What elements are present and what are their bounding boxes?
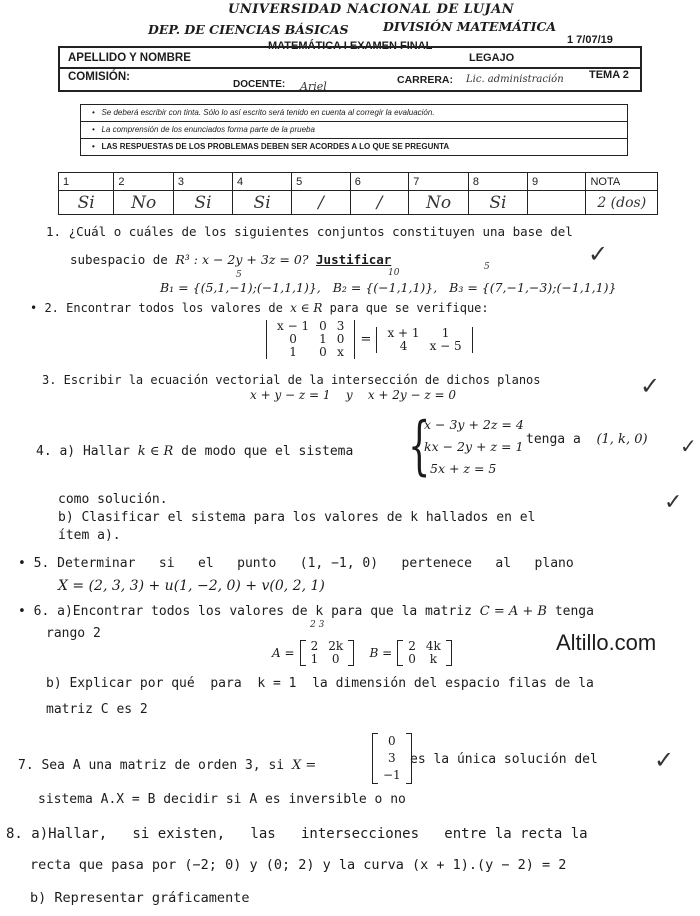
- instruction-1: • Se deberá escribir con tinta. Sólo lo así escrito será tenido en cuenta al corregir la evaluación.: [92, 108, 435, 117]
- form-divider: [58, 67, 640, 69]
- problem-6-matrices: [272, 640, 452, 666]
- problem-4-line-1: [36, 444, 353, 459]
- problem-7-line-2: sistema A.X = B decidir si A es inversible o no: [38, 792, 406, 807]
- problem-8-line-1: 8. a)Hallar, si existen, las intersecciones entre la recta la: [6, 826, 588, 842]
- matrix-cell: 4k: [425, 639, 441, 653]
- grade-answer-cell: Si: [59, 191, 114, 215]
- problem-4-intro: 4. a) Hallar: [36, 444, 130, 459]
- check-mark-icon: ✓: [654, 746, 675, 774]
- grade-header-cell: 9: [527, 173, 586, 191]
- problem-4-line-4: ítem a).: [58, 528, 121, 543]
- matrix-cell: 0: [331, 652, 340, 666]
- tema-label: TEMA 2: [589, 69, 629, 81]
- vector-cell: 3: [388, 751, 396, 765]
- problem-7-line-1-end: es la única solución del: [410, 752, 598, 767]
- problem-4-system: [424, 414, 524, 480]
- matrix-b-label: B =: [369, 646, 393, 660]
- grade-answer-cell: 2 (dos): [586, 191, 658, 215]
- problem-1-base-b2: B₂ = {(−1,1,1)},: [332, 280, 438, 295]
- det-cell: x: [337, 345, 344, 359]
- problem-6-matrix-c: C = A + B: [479, 604, 547, 619]
- matrix-cell: 1: [310, 652, 319, 666]
- instructions-divider: [80, 138, 628, 139]
- problem-1-note-b3: 5: [484, 262, 490, 272]
- problem-2-domain: x ∈ R: [290, 301, 323, 315]
- matrix-cell: 2: [310, 639, 319, 653]
- problem-3-planes: x + y − z = 1 y x + 2y − z = 0: [250, 388, 457, 402]
- problem-1-subspace-label: subespacio de: [70, 252, 168, 267]
- exam-title: MATEMÁTICA I EXAMEN FINAL: [268, 40, 433, 52]
- instruction-2-text: La comprensión de los enunciados forma parte de la prueba: [101, 125, 315, 134]
- det-cell: x + 1: [387, 325, 420, 340]
- problem-7-x-label: X =: [291, 758, 317, 773]
- problem-6-line-4: matriz C es 2: [46, 702, 148, 717]
- carrera-label: CARRERA:: [397, 74, 453, 86]
- system-equation-2: kx − 2y + z = 1: [424, 439, 524, 454]
- university-title: UNIVERSIDAD NACIONAL DE LUJAN: [228, 2, 515, 17]
- problem-1-justificar: Justificar: [316, 252, 392, 267]
- det-cell: 3: [336, 319, 345, 333]
- det-cell: 0: [319, 345, 327, 359]
- grade-answer-cell: [527, 191, 586, 215]
- matrix-cell: k: [429, 652, 437, 666]
- grade-header-cell: 3: [173, 173, 232, 191]
- problem-1-note-b2: 10: [388, 268, 400, 278]
- problem-1-note-b1: 5: [236, 270, 242, 280]
- grade-header-cell: 4: [233, 173, 292, 191]
- problem-7-line-1: [18, 758, 316, 773]
- problem-6-intro: • 6. a)Encontrar todos los valores de k para que la matriz: [18, 604, 472, 619]
- docente-value: Ariel: [300, 80, 327, 93]
- problem-4-intro-mid: de modo que el sistema: [181, 444, 354, 459]
- det-cell: 1: [319, 332, 327, 346]
- grade-header-cell: 1: [59, 173, 114, 191]
- problem-6-line-1: [18, 604, 594, 619]
- problem-1-line-1: 1. ¿Cuál o cuáles de los siguientes conjuntos constituyen una base del: [46, 224, 573, 239]
- det-cell: 0: [319, 319, 327, 333]
- det-cell: 4: [399, 338, 408, 353]
- division-title: DIVISIÓN MATEMÁTICA: [383, 19, 557, 34]
- grade-answer-cell: /: [350, 191, 409, 215]
- docente-label: DOCENTE:: [233, 79, 286, 90]
- problem-6-tenga: tenga: [554, 604, 594, 619]
- problem-2-determinant-3x3: [266, 320, 355, 359]
- grade-answer-cell: No: [114, 191, 174, 215]
- problem-4-point: (1, k, 0): [596, 432, 648, 447]
- problem-6-note: 2 3: [310, 620, 325, 630]
- det-cell: 0: [289, 332, 297, 346]
- problem-6-line-3: b) Explicar por qué para k = 1 la dimensión del espacio filas de la: [46, 676, 594, 691]
- instruction-3: • LAS RESPUESTAS DE LOS PROBLEMAS DEBEN SER ACORDES A LO QUE SE PREGUNTA: [92, 142, 450, 151]
- system-equation-3: 5x + z = 5: [430, 461, 497, 476]
- problem-4-k-domain: k ∈ R: [137, 444, 174, 459]
- vector-cell: 0: [388, 734, 396, 748]
- matrix-a-label: A =: [272, 646, 295, 660]
- grade-header-cell: NOTA: [586, 173, 658, 191]
- instruction-2: • La comprensión de los enunciados forma parte de la prueba: [92, 125, 315, 134]
- carrera-value: Lic. administración: [466, 74, 564, 85]
- grade-answer-cell: Si: [233, 191, 292, 215]
- grade-answer-cell: /: [292, 191, 351, 215]
- grade-header-cell: 6: [350, 173, 409, 191]
- department-title: DEP. DE CIENCIAS BÁSICAS: [148, 22, 349, 37]
- problem-8-line-2: recta que pasa por (−2; 0) y (0; 2) y la curva (x + 1).(y − 2) = 2: [30, 857, 567, 873]
- problem-1-line-2: [70, 252, 391, 267]
- problem-5-plane: X = (2, 3, 3) + u(1, −2, 0) + v(0, 2, 1): [58, 578, 325, 594]
- matrix-cell: 2: [408, 639, 416, 653]
- problem-6-line-2: rango 2: [46, 626, 101, 641]
- problem-5-line-1: • 5. Determinar si el punto (1, −1, 0) pertenece al plano: [18, 556, 574, 571]
- problem-2-line-1: [30, 301, 489, 315]
- apellido-label: APELLIDO Y NOMBRE: [68, 52, 191, 64]
- problem-1-equation: R³ : x − 2y + 3z = 0?: [175, 252, 309, 267]
- det-cell: x − 5: [429, 338, 462, 353]
- grade-answer-cell: Si: [468, 191, 527, 215]
- grade-table: [58, 172, 658, 215]
- det-cell: 0: [336, 332, 345, 346]
- problem-8-line-3: b) Representar gráficamente: [30, 890, 250, 906]
- problem-2-intro-end: para que se verifique:: [329, 301, 489, 315]
- problem-3-line-1: 3. Escribir la ecuación vectorial de la intersección de dichos planos: [42, 373, 541, 387]
- matrix-a: [300, 640, 355, 666]
- exam-date: 1 7/07/19: [567, 34, 613, 46]
- det-cell: 1: [289, 345, 297, 359]
- problem-4-line-2: como solución.: [58, 492, 168, 507]
- matrix-cell: 0: [408, 652, 416, 666]
- legajo-label: LEGAJO: [469, 52, 515, 64]
- problem-1-base-b3: B₃ = {(7,−1,−3);(−1,1,1)}: [449, 280, 617, 295]
- det-cell: 1: [441, 325, 450, 340]
- grade-answer-cell: Si: [173, 191, 232, 215]
- problem-7-vector: [372, 733, 412, 784]
- grade-answer-cell: No: [409, 191, 469, 215]
- comision-label: COMISIÓN:: [68, 71, 130, 83]
- grade-table-header: [59, 173, 658, 191]
- check-mark-icon: ✓: [588, 240, 609, 268]
- instruction-1-text: Se deberá escribir con tinta. Sólo lo así escrito será tenido en cuenta al corregir la evaluación.: [101, 108, 435, 117]
- problem-7-intro: 7. Sea A una matriz de orden 3, si: [18, 758, 285, 773]
- grade-header-cell: 8: [468, 173, 527, 191]
- check-mark-icon: ✓: [640, 372, 661, 400]
- matrix-cell: 2k: [328, 639, 344, 653]
- problem-4-tenga: [526, 432, 648, 447]
- problem-4-line-3: b) Clasificar el sistema para los valores de k hallados en el: [58, 510, 536, 525]
- watermark-logo: Altillo.com: [556, 630, 657, 655]
- problem-4-system-brace: {: [408, 409, 431, 483]
- grade-header-cell: 2: [114, 173, 174, 191]
- grade-header-cell: 5: [292, 173, 351, 191]
- system-equation-1: x − 3y + 2z = 4: [424, 417, 524, 432]
- problem-1-base-b1: B₁ = {(5,1,−1);(−1,1,1)},: [160, 280, 321, 295]
- problem-2-intro: • 2. Encontrar todos los valores de: [30, 301, 283, 315]
- vector-cell: −1: [383, 768, 401, 782]
- grade-table-answers: [59, 191, 658, 215]
- instruction-3-text: LAS RESPUESTAS DE LOS PROBLEMAS DEBEN SER ACORDES A LO QUE SE PREGUNTA: [101, 142, 450, 151]
- problem-2-equation: x − 1 0 3 0 1 0 1 0 x = x + 1 1 4 x − 5: [266, 320, 473, 359]
- check-mark-icon: ✓: [680, 434, 697, 458]
- matrix-b: [397, 640, 452, 666]
- problem-4-tenga-text: tenga a: [526, 432, 581, 447]
- grade-header-cell: 7: [409, 173, 469, 191]
- instructions-divider: [80, 121, 628, 122]
- det-cell: x − 1: [277, 319, 310, 333]
- problem-2-determinant-2x2: [376, 327, 472, 353]
- check-mark-icon: ✓: [664, 490, 683, 515]
- problem-1-bases: [160, 280, 616, 295]
